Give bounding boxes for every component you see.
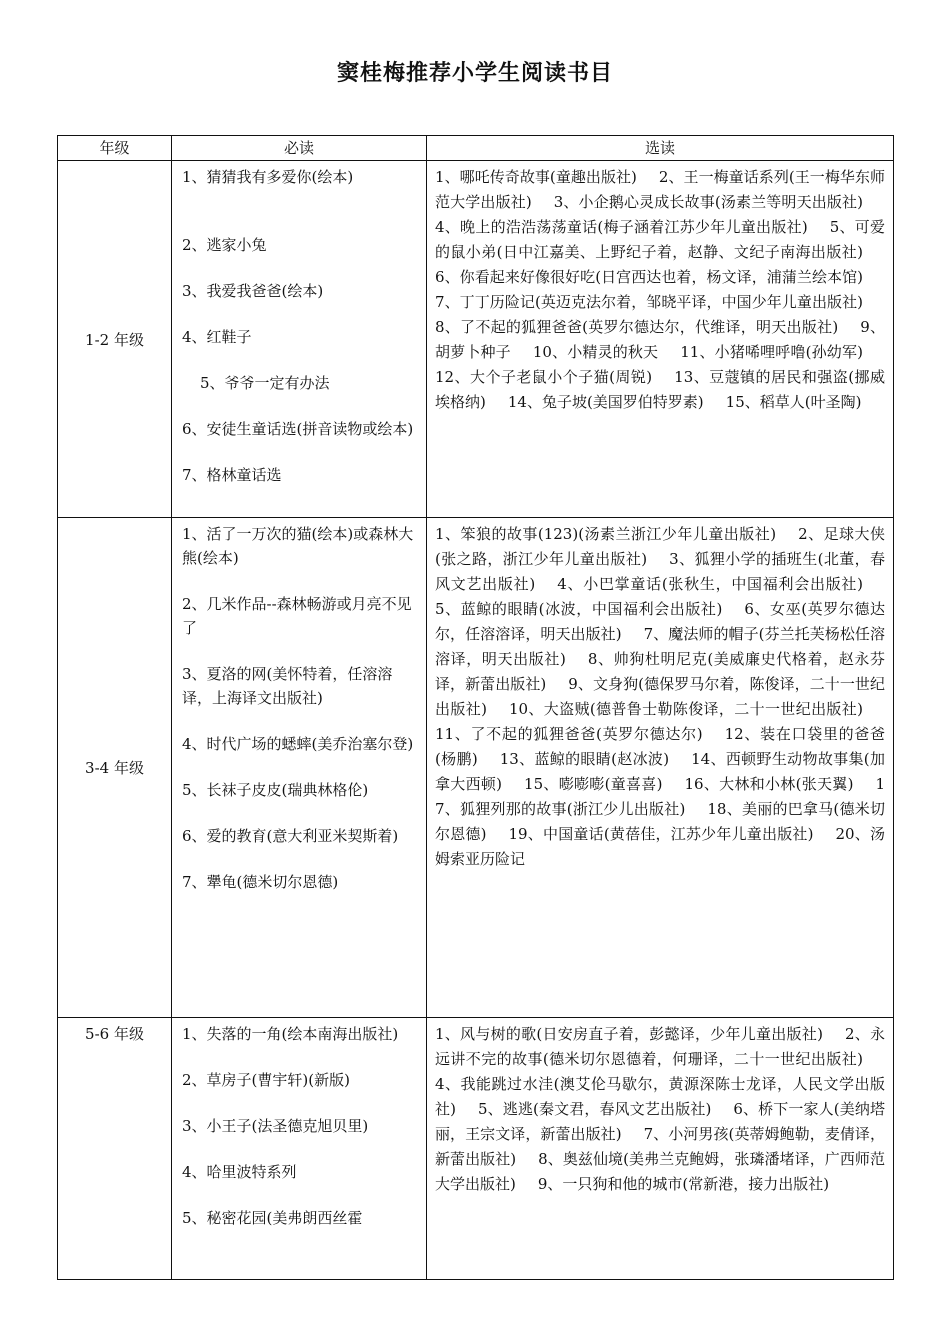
optional-book-item: 9、文身狗(德保罗马尔着，陈俊译，二十一世纪出版社) (435, 675, 885, 718)
optional-books-cell (427, 1018, 894, 1280)
grade-cell: 1-2 年级 (58, 161, 172, 518)
document-title: 窦桂梅推荐小学生阅读书目 (336, 61, 613, 86)
optional-book-item: 16、大林和小林(张天翼) (684, 775, 854, 793)
required-book-item: 4、红鞋子 (182, 328, 252, 346)
required-book-item: 6、安徒生童话选(拼音读物或绘本) (182, 420, 414, 438)
header-optional: 选读 (427, 136, 894, 161)
optional-book-item: 8、了不起的狐狸爸爸(英罗尔德达尔，代维译，明天出版社) (435, 318, 839, 336)
table-row-grade-3-4 (58, 518, 894, 1018)
grade-cell: 5-6 年级 (58, 1018, 172, 1280)
optional-book-item: 15、稻草人(叶圣陶) (725, 393, 862, 411)
optional-book-item: 17、狐狸列那的故事(浙江少儿出版社) (435, 775, 886, 818)
table-header-row (58, 136, 894, 161)
optional-book-item: 2、王一梅童话系列(王一梅华东师范大学出版社) (435, 168, 885, 211)
optional-book-item: 3、狐狸小学的插班生(北董，春风文艺出版社) (435, 550, 885, 593)
required-book-item: 5、长袜子皮皮(瑞典林格伦) (182, 781, 369, 799)
required-book-item: 5、秘密花园(美弗朗西丝霍 (182, 1209, 363, 1227)
optional-book-item: 13、豆蔻镇的居民和强盗(挪威埃格纳) (435, 368, 885, 411)
required-book-item: 3、小王子(法圣德克旭贝里) (182, 1117, 369, 1135)
optional-book-item: 12、装在口袋里的爸爸(杨鹏) (435, 725, 885, 768)
header-required: 必读 (172, 136, 427, 161)
optional-book-item: 7、丁丁历险记(英迈克法尔着，邹晓平译，中国少年儿童出版社) (435, 293, 863, 311)
optional-book-item: 20、汤姆索亚历险记 (435, 825, 885, 868)
required-book-item: 2、逃家小兔 (182, 236, 267, 254)
optional-book-item: 11、小猪唏哩呼噜(孙幼军) (680, 343, 863, 361)
optional-book-item: 9、胡萝卜种子 (435, 318, 885, 361)
optional-book-item: 6、女巫(英罗尔德达尔，任溶溶译，明天出版社) (435, 600, 885, 643)
table-row-grade-1-2 (58, 161, 894, 518)
table-row-grade-5-6 (58, 1018, 894, 1280)
optional-book-item: 8、奥兹仙境(美弗兰克鲍姆，张璘潘堵译，广西师范大学出版社) (435, 1150, 885, 1193)
required-books-cell (172, 1018, 427, 1280)
required-book-item: 1、活了一万次的猫(绘本)或森林大熊(绘本) (182, 525, 414, 567)
required-book-item: 5、爷爷一定有办法 (200, 374, 330, 392)
optional-book-item: 12、大个子老鼠小个子猫(周锐) (435, 368, 653, 386)
required-book-item: 4、时代广场的蟋蟀(美乔治塞尔登) (182, 735, 414, 753)
optional-book-item: 14、西顿野生动物故事集(加拿大西顿) (435, 750, 885, 793)
required-book-item: 3、夏洛的网(美怀特着，任溶溶译，上海译文出版社) (182, 665, 393, 707)
optional-book-item: 13、蓝鲸的眼睛(赵冰波) (499, 750, 670, 768)
optional-book-item: 10、大盗贼(德普鲁士勒陈俊译，二十一世纪出版社) (508, 700, 863, 718)
optional-book-item: 15、嘭嘭嘭(童喜喜) (524, 775, 663, 793)
required-book-item: 1、猜猜我有多爱你(绘本) (182, 168, 354, 186)
required-book-item: 2、草房子(曹宇轩)(新版) (182, 1071, 350, 1089)
optional-book-item: 5、可爱的鼠小弟(日中江嘉美、上野纪子着，赵静、文纪子南海出版社) (435, 218, 886, 261)
grade-cell: 3-4 年级 (58, 518, 172, 1018)
required-book-item: 3、我爱我爸爸(绘本) (182, 282, 324, 300)
optional-book-item: 1、笨狼的故事(123)(汤素兰浙江少年儿童出版社) (435, 525, 777, 543)
optional-books-cell (427, 161, 894, 518)
required-book-item: 7、格林童话选 (182, 466, 282, 484)
optional-book-item: 4、我能跳过水洼(澳艾伦马歇尔，黄源深陈士龙译，人民文学出版社) (435, 1075, 885, 1118)
optional-book-item: 18、美丽的巴拿马(德米切尔恩德) (435, 800, 886, 843)
optional-book-item: 19、中国童话(黄蓓佳，江苏少年儿童出版社) (508, 825, 814, 843)
optional-book-item: 3、小企鹅心灵成长故事(汤素兰等明天出版社) (553, 193, 863, 211)
optional-book-item: 6、你看起来好像很好吃(日宫西达也着，杨文译，浦蒲兰绘本馆) (435, 268, 863, 286)
optional-book-item: 2、足球大侠(张之路，浙江少年儿童出版社) (435, 525, 885, 568)
reading-list-table (57, 135, 894, 1280)
optional-book-item: 9、一只狗和他的城市(常新港，接力出版社) (537, 1175, 830, 1193)
optional-book-item: 11、了不起的狐狸爸爸(英罗尔德达尔) (435, 725, 703, 743)
required-book-item: 7、犟龟(德米切尔恩德) (182, 873, 339, 891)
optional-book-item: 4、小巴掌童话(张秋生，中国福利会出版社) (557, 575, 863, 593)
optional-book-item: 4、晚上的浩浩荡荡童话(梅子涵着江苏少年儿童出版社) (435, 218, 808, 236)
optional-book-item: 10、小精灵的秋天 (532, 343, 659, 361)
optional-book-item: 5、蓝鲸的眼睛(冰波，中国福利会出版社) (435, 600, 723, 618)
optional-book-item: 14、兔子坡(美国罗伯特罗素) (507, 393, 704, 411)
optional-book-item: 6、桥下一家人(美纳塔丽，王宗文译，新蕾出版社) (435, 1100, 885, 1143)
optional-book-item: 1、风与树的歌(日安房直子着，彭懿译，少年儿童出版社) (435, 1025, 823, 1043)
optional-book-item: 5、逃逃(秦文君，春风文艺出版社) (477, 1100, 712, 1118)
optional-book-item: 8、帅狗杜明尼克(美威廉史代格着，赵永芬译，新蕾出版社) (435, 650, 885, 693)
required-books-cell (172, 518, 427, 1018)
optional-book-item: 7、魔法师的帽子(芬兰托芙杨松任溶溶译，明天出版社) (435, 625, 885, 668)
optional-books-cell (427, 518, 894, 1018)
required-book-item: 6、爱的教育(意大利亚米契斯着) (182, 827, 399, 845)
required-book-item: 1、失落的一角(绘本南海出版社) (182, 1025, 399, 1043)
optional-book-item: 2、永远讲不完的故事(德米切尔恩德着，何珊译，二十一世纪出版社) (435, 1025, 885, 1068)
optional-book-item: 7、小河男孩(英蒂姆鲍勒，麦倩译，新蕾出版社) (435, 1125, 885, 1168)
required-books-cell (172, 161, 427, 518)
header-grade: 年级 (58, 136, 172, 161)
required-book-item: 2、几米作品--森林畅游或月亮不见了 (182, 595, 412, 637)
required-book-item: 4、哈里波特系列 (182, 1163, 297, 1181)
optional-book-item: 1、哪吒传奇故事(童趣出版社) (435, 168, 637, 186)
